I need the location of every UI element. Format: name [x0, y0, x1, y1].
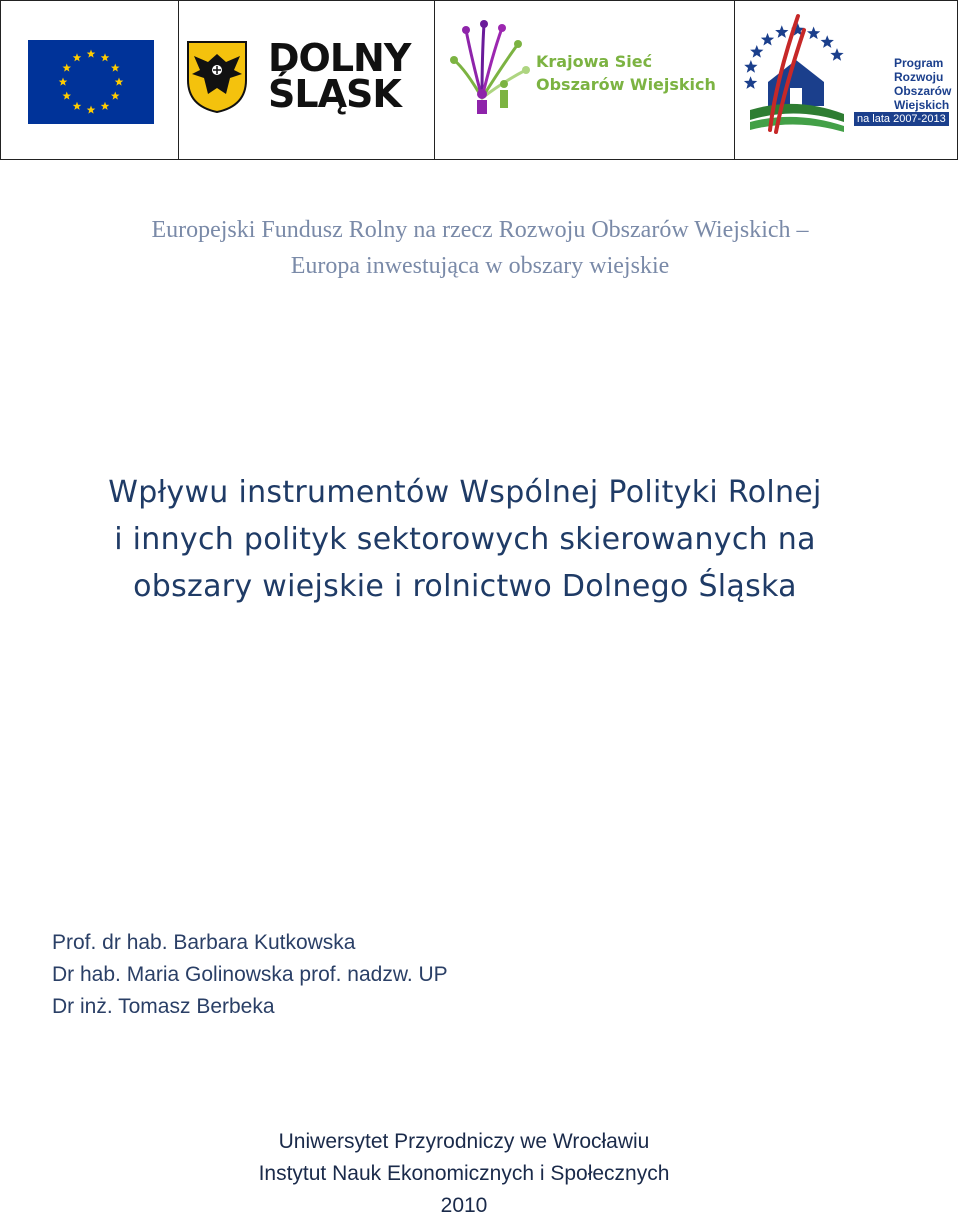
document-title-line2: i innych polityk sektorowych skierowanych na: [114, 522, 816, 557]
document-title-line3: obszary wiejskie i rolnictwo Dolnego Śląska: [133, 569, 797, 604]
fund-line2: Europa inwestująca w obszary wiejskie: [290, 253, 670, 279]
prow-line4: [894, 98, 949, 112]
prow-star-icon: [830, 48, 843, 61]
prow-star-icon: [821, 35, 834, 48]
prow-star-icon: [807, 27, 820, 40]
prow-line3-text: Obszarów: [894, 84, 952, 98]
fund-line1: Europejski Fundusz Rolny na rzecz Rozwoju Obszarów Wiejskich –: [151, 217, 809, 243]
prow-star-icon: [750, 45, 763, 58]
eu-flag-icon: [28, 40, 154, 124]
dolny-slask-line2: ŚLĄSK: [268, 72, 401, 116]
prow-star-icon: [761, 33, 774, 46]
prow-line1: [894, 56, 943, 70]
publication-year: 2010: [440, 1194, 488, 1217]
prow-star-icon: [775, 25, 788, 38]
prow-star-icon: [744, 60, 757, 73]
eagle-crest-icon: [186, 40, 248, 114]
author-1: Prof. dr hab. Barbara Kutkowska: [52, 931, 356, 954]
ksow-line2: Obszarów Wiejskich: [536, 75, 716, 94]
prow-line3: [894, 84, 951, 98]
university-name: Uniwersytet Przyrodniczy we Wrocławiu: [278, 1130, 650, 1153]
ksow-tree-icon: [446, 20, 532, 116]
prow-period: na lata 2007-2013: [854, 112, 949, 126]
prow-line4-text: Wiejskich: [894, 98, 950, 112]
author-3: Dr inż. Tomasz Berbeka: [52, 995, 275, 1018]
dolny-slask-line1: DOLNY: [268, 36, 411, 80]
author-2: Dr hab. Maria Golinowska prof. nadzw. UP: [52, 963, 448, 986]
prow-line1-text: Program: [894, 56, 944, 70]
prow-line2-text: Rozwoju: [894, 70, 944, 84]
document-title-line1: Wpływu instrumentów Wspólnej Polityki Rolnej: [108, 475, 822, 510]
prow-line2: [894, 70, 943, 84]
institute-name: Instytut Nauk Ekonomicznych i Społecznych: [258, 1162, 670, 1185]
prow-star-icon: [744, 76, 757, 89]
ksow-line1: Krajowa Sieć: [536, 52, 653, 71]
prow-stars-house-icon: [740, 10, 852, 138]
